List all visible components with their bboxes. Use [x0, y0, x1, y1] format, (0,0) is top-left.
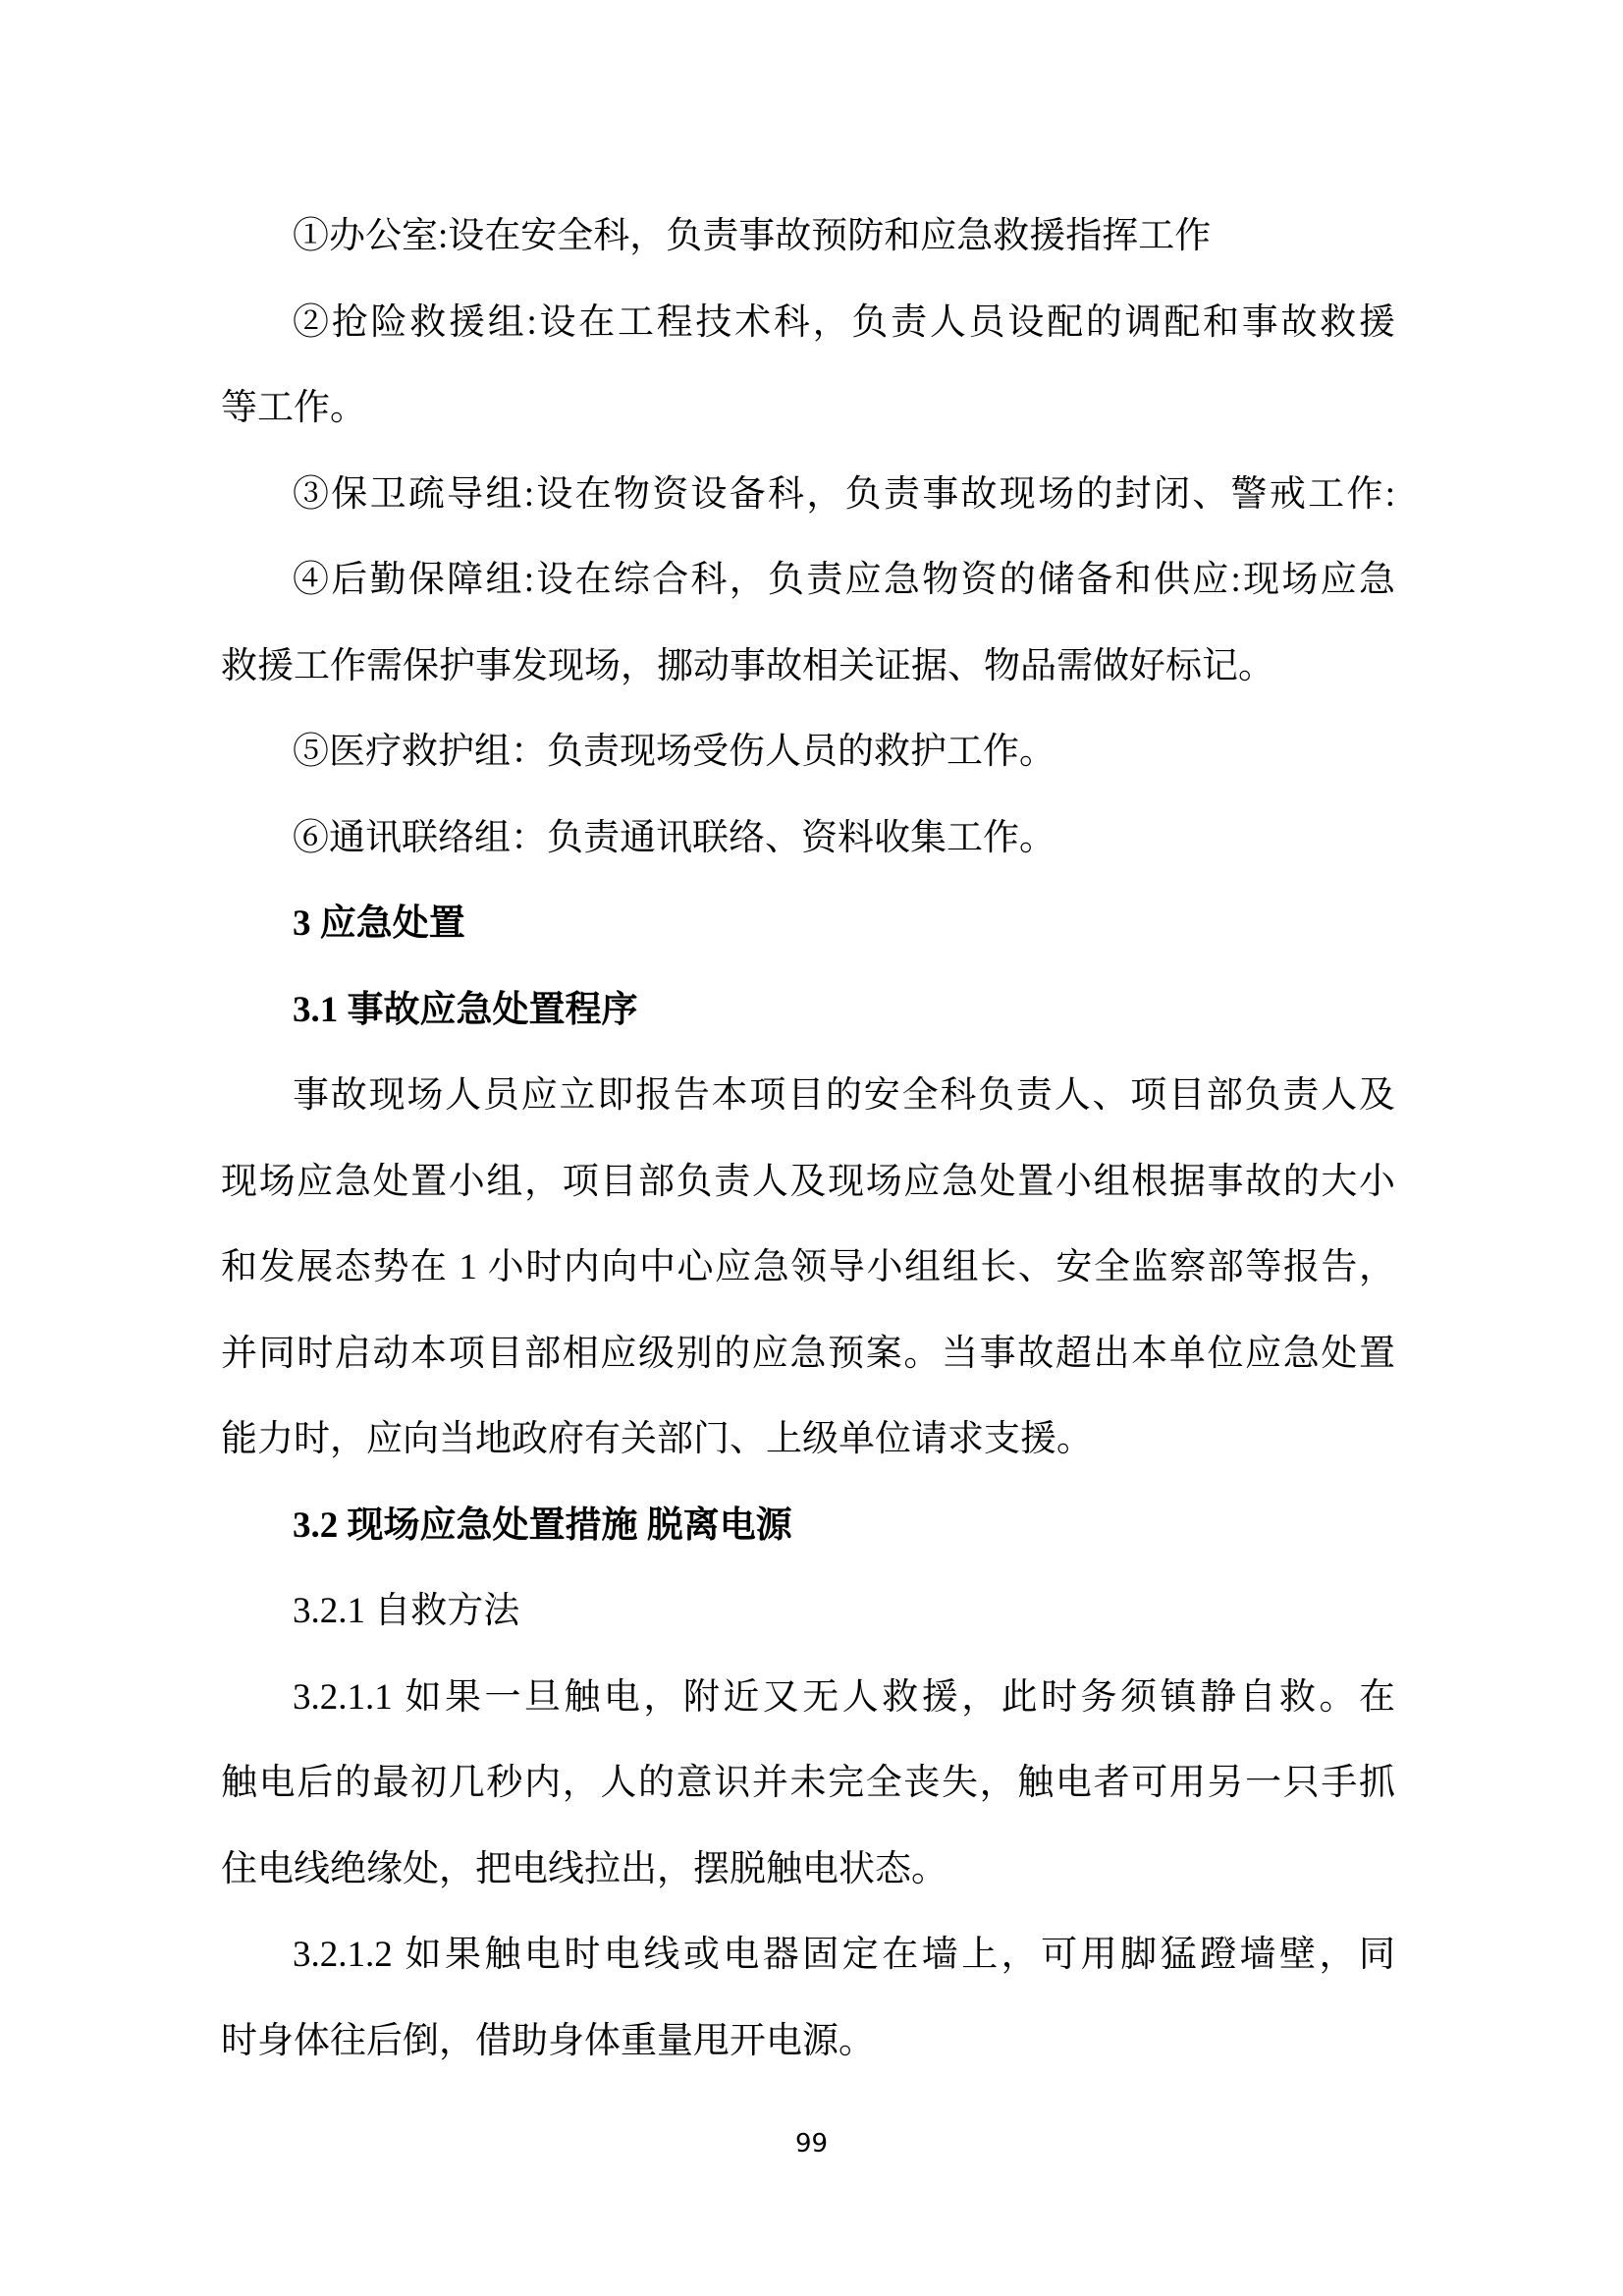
text-line: ⑥通讯联络组：负责通讯联络、资料收集工作。 [293, 817, 1055, 858]
text-line: ①办公室:设在安全科，负责事故预防和应急救援指挥工作 [293, 216, 1212, 256]
text-line: 触电后的最初几秒内，人的意识并未完全丧失，触电者可用另一只手抓 [221, 1763, 1395, 1803]
text-line: 住电线绝缘处，把电线拉出，摆脱触电状态。 [221, 1848, 947, 1889]
text-line: 3.2.1.1 如果一旦触电，附近又无人救援，此时务须镇静自救。在 [293, 1676, 1395, 1718]
text-line: 和发展态势在 1 小时内向中心应急领导小组组长、安全监察部等报告， [221, 1247, 1395, 1287]
text-line: ⑤医疗救护组：负责现场受伤人员的救护工作。 [293, 732, 1055, 772]
text-line: 时身体往后倒，借助身体重量甩开电源。 [221, 2020, 875, 2061]
text-line: 3.2 现场应急处置措施 脱离电源 [293, 1504, 792, 1546]
text-line: 并同时启动本项目部相应级别的应急预案。当事故超出本单位应急处置 [221, 1333, 1395, 1374]
text-line: 3.2.1.2 如果触电时电线或电器固定在墙上，可用脚猛蹬墙壁，同 [293, 1935, 1395, 1975]
text-line: ④后勤保障组:设在综合科，负责应急物资的储备和供应:现场应急 [293, 560, 1395, 600]
text-line: 能力时，应向当地政府有关部门、上级单位请求支援。 [221, 1419, 1093, 1459]
document-body [221, 193, 1395, 2084]
text-line: 3.2.1 自救方法 [293, 1591, 520, 1631]
text-line: 事故现场人员应立即报告本项目的安全科负责人、项目部负责人及 [293, 1075, 1395, 1116]
text-line: ③保卫疏导组:设在物资设备科，负责事故现场的封闭、警戒工作: [293, 473, 1395, 515]
text-line: 救援工作需保护事发现场，挪动事故相关证据、物品需做好标记。 [221, 645, 1274, 686]
text-line: 3 应急处置 [293, 903, 465, 944]
page-number: 99 [794, 2129, 829, 2159]
text-line: 等工作。 [221, 388, 366, 428]
text-line: 3.1 事故应急处置程序 [293, 989, 638, 1030]
text-line: ②抢险救援组:设在工程技术科，负责人员设配的调配和事故救援 [293, 301, 1395, 343]
text-line: 现场应急处置小组，项目部负责人及现场应急处置小组根据事故的大小 [221, 1161, 1395, 1202]
